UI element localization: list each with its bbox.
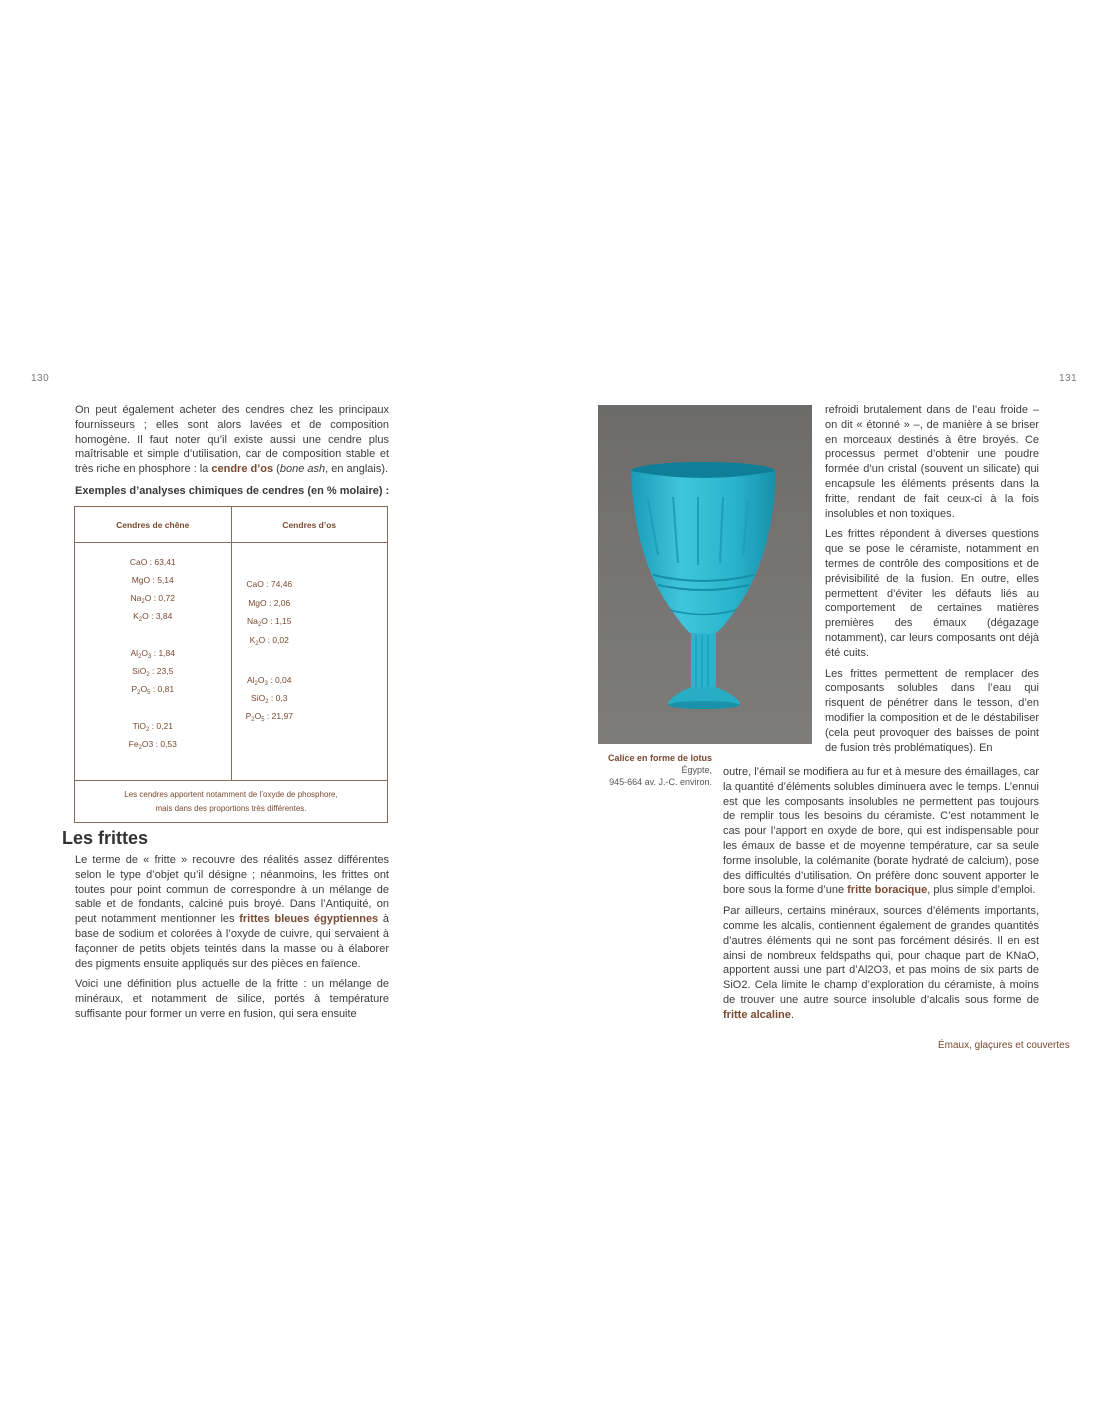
running-footer: Émaux, glaçures et couvertes	[938, 1040, 1070, 1051]
right-paragraph-4	[723, 765, 1039, 898]
table-heading: Exemples d’analyses chimiques de cendres (en % molaire) :	[75, 485, 390, 497]
page-number-left: 130	[31, 373, 50, 384]
caption-origin: Égypte,	[681, 765, 712, 775]
right-p4-b: , plus simple d’emploi.	[927, 884, 1036, 897]
frittes-text	[75, 853, 389, 1028]
intro-paren-close: , en anglais).	[325, 463, 389, 476]
table-cell: $K_2O$ : 3,84	[133, 611, 173, 623]
intro-text: On peut également acheter des cendres chez les principaux fournisseurs ; elles sont alors lavées et de composition homogène. Il faut noter qu’il existe aussi une cendre plus maîtrisable et simple d’utilisation, car de composition stable et très riche en phosphore : la	[75, 404, 389, 476]
term-frittes-bleues: frittes bleues égyptiennes	[239, 913, 379, 926]
right-p4-a: outre, l’émail se modifiera au fur et à mesure des émaillages, car la quantité d’éléments solubles diminuera avec le temps. L’ennui est que les composants insolubles ne permettent pas toujours de remplir tous les besoins du céramiste. C’est notamment le cas pour l’apport en oxyde de bore, qui est indispensable pour les émaux de basse et de moyenne température, car sa seule forme insoluble, la colémanite (borate hydraté de calcium), pose des difficultés d’utilisation. On préfère donc souvent apporter le bore sous la forme d’une	[723, 766, 1039, 897]
right-p5-a: Par ailleurs, certains minéraux, sources d’éléments importants, comme les alcalis, contiennent également de grandes quantités d’autres éléments qui ne sont pas forcément désirés. Il en est ainsi de nombreux feldspaths qui, pour chaque part de KNaO, apportent aussi une part d’Al2O3, et pas moins de six parts de SiO2. Cela limite le champ d’exploration du céramiste, à moins de trouver une autre source insoluble d’alcalis sous forme de	[723, 905, 1039, 1006]
ash-analysis-table	[74, 506, 388, 823]
frittes-p1-a: Le terme de « fritte » recouvre des réalités assez différentes selon le type d’objet qu’il désigne ; néanmoins, les frittes ont toutes pour point commun de correspondre à un mélange de sable et de fondants, calciné puis broyé. Dans l’Antiquité, on peut notamment mentionner les	[75, 854, 389, 926]
right-paragraph-5	[723, 904, 1039, 1022]
photo-caption	[590, 752, 712, 788]
term-cendre-os: cendre d’os	[211, 463, 274, 476]
table-note-line-1: Les cendres apportent notamment de l’oxyde de phosphore,	[124, 790, 338, 799]
table-cell: MgO : 5,14	[131, 575, 174, 585]
header-cendres-chene: Cendres de chêne	[75, 507, 232, 542]
caption-title: Calice en forme de lotus	[607, 753, 712, 763]
table-cell: $Na_2O$ : 0,72	[130, 593, 175, 605]
term-bone-ash: bone ash	[279, 463, 326, 476]
caption-date: 945-664 av. J.-C. environ.	[609, 777, 712, 787]
table-cell: MgO : 2,06	[248, 598, 291, 608]
term-fritte-boracique: fritte boracique	[847, 884, 928, 897]
table-cell: $Na_2O$ : 1,15	[247, 616, 292, 628]
column-os	[232, 543, 388, 780]
intro-paren-open: (	[273, 463, 280, 476]
table-cell: CaO : 63,41	[129, 557, 176, 567]
table-cell: $Al_2O_3$ : 0,04	[246, 675, 292, 687]
page-number-right: 131	[1059, 373, 1078, 384]
frittes-p1-b: à base de sodium et colorées à l’oxyde de cuivre, qui servaient à façonner de petits objets teintés dans la masse ou à élaborer des pigments ensuite appliqués sur des pièces en faïence.	[75, 913, 389, 970]
table-cell: $Al_2O_3$ : 1,84	[130, 648, 175, 660]
right-column-bottom	[723, 765, 1039, 1029]
lotus-chalice-photo	[598, 405, 812, 744]
table-cell: $K_2O$ : 0,02	[249, 635, 289, 647]
table-cell: SiO$_2$ : 23,5	[132, 666, 174, 678]
table-body-row	[75, 543, 387, 781]
right-column-top	[825, 403, 1039, 761]
table-cell: TiO$_2$ : 0,21	[132, 721, 173, 733]
intro-paragraph	[75, 403, 389, 477]
right-p5-b: .	[790, 1008, 794, 1021]
right-paragraph-2: Les frittes répondent à diverses questions que se pose le céramiste, notamment en termes de contrôle des compositions et de prévisibilité de la fusion. En outre, elles permettent d’éviter les défauts liés au comportement de certaines matières premières des émaux (dégazage notamment), car leurs composants ont déjà été cuits.	[825, 528, 1039, 659]
lotus-chalice-image	[598, 405, 812, 744]
table-note	[75, 781, 387, 816]
table-note-line-2: mais dans des proportions très différentes.	[155, 804, 307, 813]
frittes-paragraph-1	[75, 853, 389, 971]
right-paragraph-3: Les frittes permettent de remplacer des composants solubles dans l’eau qui risquent de pénétrer dans le tesson, d’en modifier la composition et de le déstabiliser (cela peut provoquer des baisses de point de fusion très problématiques). En	[825, 667, 1039, 754]
table-cell: $P_2O_5$ : 0,81	[131, 684, 175, 696]
right-paragraph-1: refroidi brutalement dans de l’eau froide – on dit « étonné » –, de manière à se briser en morceaux destinés à être broyés. Ce processus permet d’obtenir une poudre formée d’un cristal (souvent un silicate) qui encapsule les éléments présents dans la fritte, rendant de fait ceux-ci à la fois insolubles et non toxiques.	[825, 404, 1039, 520]
table-header-row	[75, 507, 387, 543]
header-cendres-os: Cendres d’os	[282, 519, 337, 530]
table-cell: $P_2O_5$ : 21,97	[245, 711, 293, 723]
frittes-paragraph-2: Voici une définition plus actuelle de la fritte : un mélange de minéraux, et notamment de silice, portés à température suffisante pour former un verre en fusion, qui sera ensuite	[75, 978, 389, 1020]
section-title: Les frittes	[62, 828, 149, 848]
term-fritte-alcaline: fritte alcaline	[723, 1008, 791, 1021]
table-cell: SiO$_2$ : 0,3	[251, 693, 288, 705]
table-cell: CaO : 74,46	[246, 579, 293, 589]
table-cell: $Fe_2O3$ : 0,53	[128, 739, 177, 751]
